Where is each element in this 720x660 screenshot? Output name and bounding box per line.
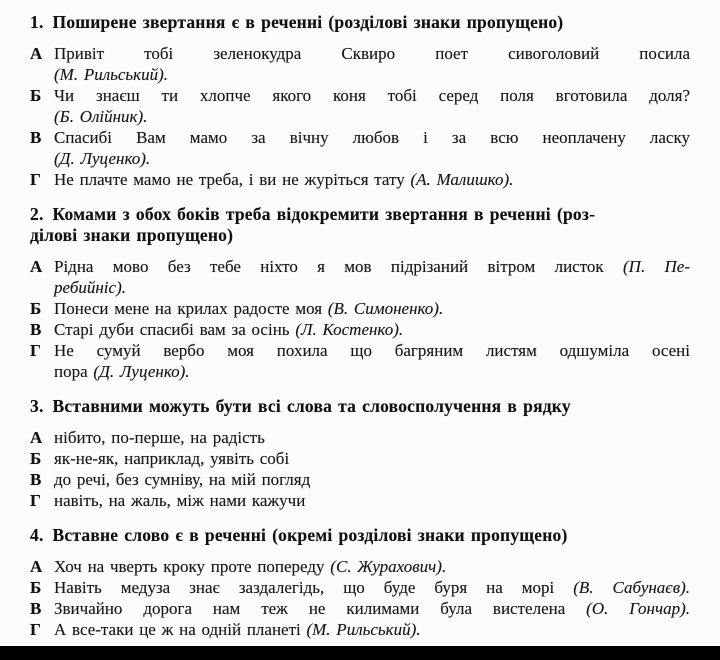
author-citation: (Д. Луценко). <box>93 362 190 381</box>
option-text: Хоч на чверть кроку проте попереду <box>54 557 331 576</box>
option-line <box>54 448 690 469</box>
options-list <box>30 256 690 382</box>
question-title <box>30 12 690 33</box>
option-text: Чи знаєш ти хлопче якого коня тобі серед поля вготовила доля? <box>54 86 690 105</box>
option-row <box>30 256 690 298</box>
option-line <box>54 256 690 277</box>
option-row <box>30 127 690 169</box>
question-title-line <box>30 396 690 417</box>
option-text: Не плачте мамо не треба, і ви не журіться тату <box>54 170 411 189</box>
option-line <box>54 277 690 298</box>
question-title-line <box>30 225 690 246</box>
option-row <box>30 169 690 190</box>
option-text: Привіт тобі зеленокудра Сквиро поет сивоголовий посила <box>54 44 690 63</box>
author-citation: (П. Пе- <box>623 257 691 276</box>
option-text: як-не-як, наприклад, уявіть собі <box>54 449 290 468</box>
question-number: 3. <box>30 396 44 416</box>
option-letter: Г <box>30 170 41 189</box>
options-list <box>30 427 690 511</box>
option-line <box>54 619 690 640</box>
option-line <box>54 106 690 127</box>
option-line <box>54 298 690 319</box>
option-line <box>54 127 690 148</box>
option-line <box>54 148 690 169</box>
option-text: А все-таки це ж на одній планеті <box>54 620 307 639</box>
question-title-text: ділові знаки пропущено) <box>30 225 234 245</box>
question-number: 4. <box>30 525 44 545</box>
option-text: Навіть медуза знає заздалегідь, що буде буря на морі <box>54 578 574 597</box>
option-line <box>54 85 690 106</box>
author-citation: (В. Симоненко). <box>327 299 444 318</box>
question-number: 2. <box>30 204 44 224</box>
option-row <box>30 469 690 490</box>
question-number: 1. <box>30 12 44 32</box>
option-line <box>54 169 690 190</box>
option-letter: В <box>30 320 42 339</box>
author-citation: (М. Рильський). <box>306 620 421 639</box>
option-text-lines <box>54 127 690 169</box>
author-citation: (О. Гончар). <box>586 599 690 618</box>
option-text-lines <box>54 556 690 577</box>
option-letter: Г <box>30 620 41 639</box>
option-text: навіть, на жаль, між нами кажучи <box>54 491 306 510</box>
question-title-line <box>30 204 690 225</box>
option-letter: А <box>30 428 43 447</box>
option-text-lines <box>54 427 690 448</box>
author-citation: (С. Журахович). <box>330 557 447 576</box>
question-title-text: Вставними можуть бути всі слова та словосполучення в рядку <box>52 396 571 416</box>
option-text-lines <box>54 490 690 511</box>
option-text: Не сумуй вербо моя похила що багряним листям одшуміла осені <box>54 341 690 360</box>
option-row <box>30 448 690 469</box>
option-text-lines <box>54 85 690 127</box>
option-row <box>30 490 690 511</box>
option-text: до речі, без сумніву, на мій погляд <box>54 470 311 489</box>
question-title-text: Поширене звертання є в реченні (розділові знаки пропущено) <box>52 12 564 32</box>
option-line <box>54 598 690 619</box>
option-line <box>54 340 690 361</box>
question-title-text: Комами з обох боків треба відокремити звертання в реченні (роз- <box>52 204 596 224</box>
option-line <box>54 577 690 598</box>
option-row <box>30 43 690 85</box>
option-text: Спасибі Вам мамо за вічну любов і за всю неоплачену ласку <box>54 128 690 147</box>
option-row <box>30 298 690 319</box>
option-letter: В <box>30 128 42 147</box>
option-letter: Б <box>30 299 42 318</box>
option-line <box>54 427 690 448</box>
option-text-lines <box>54 169 690 190</box>
question-block <box>30 396 690 511</box>
option-row <box>30 319 690 340</box>
author-citation: (А. Малишко). <box>410 170 514 189</box>
option-letter: А <box>30 557 43 576</box>
author-citation: (Д. Луценко). <box>54 149 151 168</box>
option-line <box>54 319 690 340</box>
option-row <box>30 85 690 127</box>
option-letter: Б <box>30 578 42 597</box>
option-row <box>30 619 690 640</box>
questions-container <box>30 12 690 654</box>
option-text-lines <box>54 577 690 598</box>
option-text: пора <box>54 362 94 381</box>
question-title <box>30 525 690 546</box>
option-text-lines <box>54 469 690 490</box>
author-citation: (Б. Олійник). <box>54 107 148 126</box>
option-text: Старі дуби спасибі вам за осінь <box>54 320 296 339</box>
option-letter: А <box>30 44 43 63</box>
option-letter: Г <box>30 491 41 510</box>
question-block <box>30 12 690 190</box>
option-letter: Б <box>30 86 42 105</box>
question-title <box>30 204 690 246</box>
option-row <box>30 427 690 448</box>
options-list <box>30 556 690 640</box>
author-citation: (В. Сабунаєв). <box>573 578 691 597</box>
option-letter: В <box>30 470 42 489</box>
question-block <box>30 204 690 382</box>
author-citation: (М. Рильський). <box>54 65 169 84</box>
question-title-line <box>30 12 690 33</box>
question-title <box>30 396 690 417</box>
option-letter: Б <box>30 449 42 468</box>
author-citation: (Л. Костенко). <box>295 320 404 339</box>
option-text-lines <box>54 319 690 340</box>
option-line <box>54 469 690 490</box>
question-block <box>30 525 690 640</box>
option-text-lines <box>54 298 690 319</box>
option-text: нібито, по-перше, на радість <box>54 428 265 447</box>
question-title-text: Вставне слово є в реченні (окремі розділові знаки пропущено) <box>52 525 568 545</box>
option-row <box>30 577 690 598</box>
option-row <box>30 556 690 577</box>
option-text-lines <box>54 598 690 619</box>
options-list <box>30 43 690 190</box>
option-line <box>54 43 690 64</box>
option-text-lines <box>54 448 690 469</box>
question-title-line <box>30 525 690 546</box>
author-citation: ребийніс). <box>54 278 126 297</box>
option-text-lines <box>54 43 690 85</box>
option-text: Звичайно дорога нам теж не килимами була вистелена <box>54 599 587 618</box>
option-text: Рідна мово без тебе ніхто я мов підрізаний вітром листок <box>54 257 624 276</box>
option-line <box>54 361 690 382</box>
option-letter: Г <box>30 341 41 360</box>
option-line <box>54 64 690 85</box>
option-row <box>30 598 690 619</box>
option-text: Понеси мене на крилах радосте моя <box>54 299 328 318</box>
option-text-lines <box>54 619 690 640</box>
option-text-lines <box>54 340 690 382</box>
option-letter: А <box>30 257 43 276</box>
option-text-lines <box>54 256 690 298</box>
option-letter: В <box>30 599 42 618</box>
option-row <box>30 340 690 382</box>
bottom-black-bar <box>0 646 720 660</box>
option-line <box>54 490 690 511</box>
option-line <box>54 556 690 577</box>
